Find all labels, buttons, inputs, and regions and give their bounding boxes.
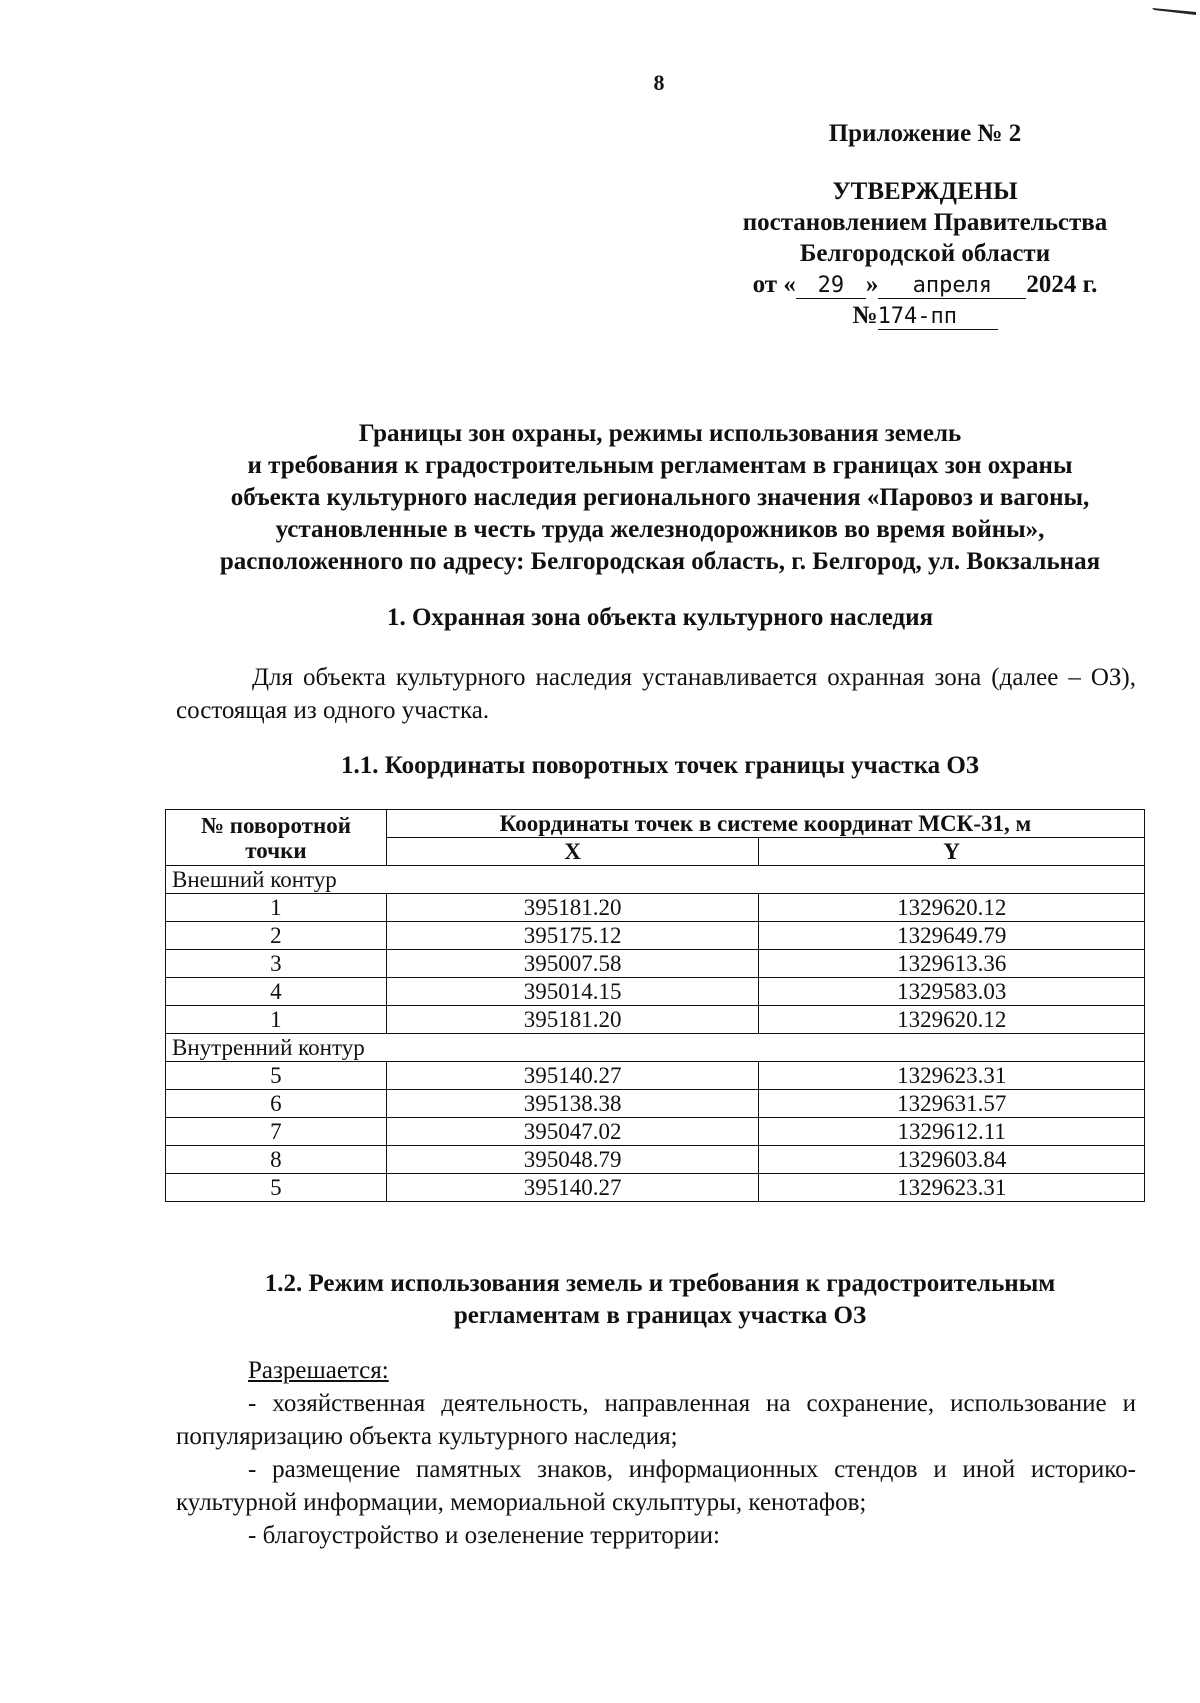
- point-number-cell: 6: [166, 1090, 387, 1118]
- point-number-cell: 5: [166, 1062, 387, 1090]
- date-day: 29: [796, 274, 866, 299]
- point-number-cell: 1: [166, 894, 387, 922]
- list-item: - благоустройство и озеленение территории:: [248, 1522, 720, 1549]
- y-coord-cell: 1329620.12: [759, 894, 1145, 922]
- x-coord-cell: 395140.27: [386, 1062, 759, 1090]
- title-line: и требования к градостроительным регламентам в границах зон охраны: [247, 452, 1073, 479]
- section-1-2-heading: [150, 1268, 1170, 1332]
- coordinates-table: [165, 809, 1145, 1202]
- contour-label: Внутренний контур: [166, 1034, 1145, 1062]
- y-coord-cell: 1329612.11: [759, 1118, 1145, 1146]
- x-coord-cell: 395175.12: [386, 922, 759, 950]
- approval-number: [720, 300, 1130, 331]
- table-row: [166, 1174, 1145, 1202]
- scan-mark: [1150, 6, 1198, 16]
- y-coord-cell: 1329631.57: [759, 1090, 1145, 1118]
- table-row: [166, 1062, 1145, 1090]
- appendix-label: Приложение № 2: [828, 120, 1022, 147]
- page-number: 8: [653, 70, 665, 95]
- x-coord-cell: 395181.20: [386, 1006, 759, 1034]
- x-coord-cell: 395140.27: [386, 1174, 759, 1202]
- col-coords-header: Координаты точек в системе координат МСК-31, м: [386, 810, 1144, 838]
- document-title: [150, 418, 1170, 578]
- point-number-cell: 3: [166, 950, 387, 978]
- y-coord-cell: 1329649.79: [759, 922, 1145, 950]
- approval-block: [720, 176, 1130, 331]
- section-1-2-heading-line2: регламентам в границах участка ОЗ: [453, 1302, 867, 1329]
- section-1-2-heading-line1: 1.2. Режим использования земель и требования к градостроительным: [264, 1270, 1056, 1297]
- y-coord-cell: 1329603.84: [759, 1146, 1145, 1174]
- title-line: установленные в честь труда железнодорожников во время войны»,: [275, 516, 1045, 543]
- y-coord-cell: 1329623.31: [759, 1062, 1145, 1090]
- table-row: [166, 950, 1145, 978]
- contour-label-row: [166, 866, 1145, 894]
- point-number-cell: 1: [166, 1006, 387, 1034]
- date-month: апреля: [878, 274, 1026, 299]
- table-row: [166, 1118, 1145, 1146]
- date-prefix: от «: [752, 271, 796, 298]
- x-coord-cell: 395138.38: [386, 1090, 759, 1118]
- col-point-header-line1: № поворотной: [200, 812, 351, 838]
- title-line: Границы зон охраны, режимы использования земель: [358, 420, 962, 447]
- point-number-cell: 5: [166, 1174, 387, 1202]
- point-number-cell: 7: [166, 1118, 387, 1146]
- approved-by-line2: Белгородской области: [799, 240, 1051, 267]
- approved-by-line1: постановлением Правительства: [742, 209, 1108, 236]
- list-item: - хозяйственная деятельность, направленная на сохранение, использование и популяризацию объекта культурного наследия;: [176, 1390, 1136, 1450]
- date-year: 2024 г.: [1026, 271, 1098, 298]
- point-number-cell: 4: [166, 978, 387, 1006]
- section-1-heading: 1. Охранная зона объекта культурного наследия: [386, 604, 934, 631]
- x-coord-cell: 395007.58: [386, 950, 759, 978]
- table-row: [166, 978, 1145, 1006]
- section-1-1-heading: 1.1. Координаты поворотных точек границы участка ОЗ: [341, 752, 979, 779]
- col-point-header: [166, 810, 387, 866]
- number-prefix: №: [852, 302, 878, 329]
- point-number-cell: 8: [166, 1146, 387, 1174]
- y-coord-cell: 1329583.03: [759, 978, 1145, 1006]
- table-row: [166, 922, 1145, 950]
- coordinates-table-body: [166, 866, 1145, 1202]
- col-y-header: Y: [759, 838, 1145, 866]
- section-1-text-body: Для объекта культурного наследия устанавливается охранная зона (далее – ОЗ), состоящая из одного участка.: [176, 664, 1136, 724]
- table-row: [166, 894, 1145, 922]
- x-coord-cell: 395181.20: [386, 894, 759, 922]
- section-1-text: [176, 661, 1136, 727]
- contour-label-row: [166, 1034, 1145, 1062]
- table-row: [166, 1090, 1145, 1118]
- approved-heading: УТВЕРЖДЕНЫ: [832, 178, 1018, 205]
- date-mid: »: [865, 271, 879, 298]
- x-coord-cell: 395014.15: [386, 978, 759, 1006]
- title-line: расположенного по адресу: Белгородская область, г. Белгород, ул. Вокзальная: [219, 548, 1101, 575]
- point-number-cell: 2: [166, 922, 387, 950]
- allowed-list: [176, 1354, 1136, 1552]
- y-coord-cell: 1329620.12: [759, 1006, 1145, 1034]
- allowed-label: Разрешается:: [248, 1357, 389, 1384]
- col-x-header: X: [386, 838, 759, 866]
- y-coord-cell: 1329623.31: [759, 1174, 1145, 1202]
- number-value: 174-пп: [878, 305, 998, 330]
- y-coord-cell: 1329613.36: [759, 950, 1145, 978]
- approval-date: [720, 269, 1130, 300]
- x-coord-cell: 395048.79: [386, 1146, 759, 1174]
- x-coord-cell: 395047.02: [386, 1118, 759, 1146]
- list-item: - размещение памятных знаков, информационных стендов и иной историко-культурной информации, мемориальной скульптуры, кенотафов;: [176, 1456, 1136, 1516]
- col-point-header-line2: точки: [245, 837, 307, 863]
- table-row: [166, 1006, 1145, 1034]
- title-line: объекта культурного наследия регионального значения «Паровоз и вагоны,: [230, 484, 1090, 511]
- contour-label: Внешний контур: [166, 866, 1145, 894]
- table-row: [166, 1146, 1145, 1174]
